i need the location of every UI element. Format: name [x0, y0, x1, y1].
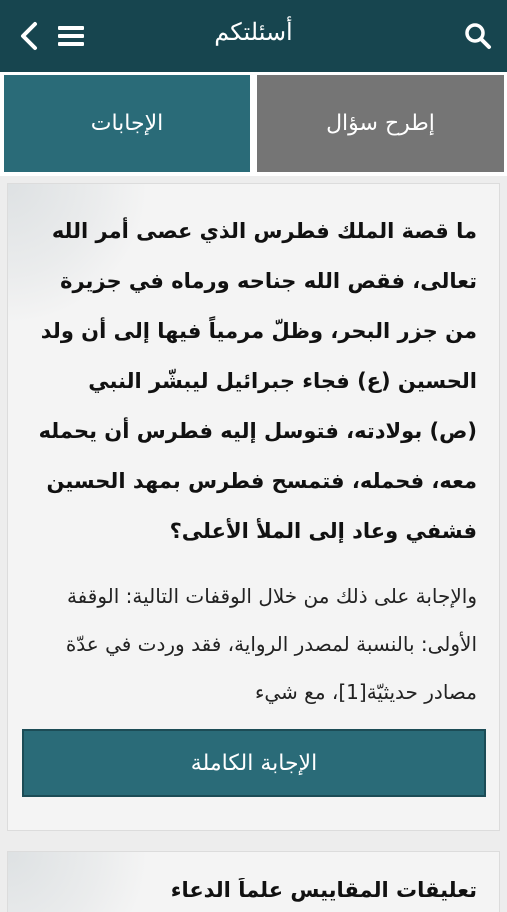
back-chevron-icon[interactable] — [12, 19, 46, 53]
question-card[interactable] — [8, 184, 499, 830]
tab-bar — [0, 72, 507, 176]
top-app-bar — [0, 0, 507, 72]
full-answer-button[interactable]: الإجابة الكاملة — [22, 729, 486, 797]
answer-excerpt: والإجابة على ذلك من خلال الوقفات التالية: الوقفة الأولى: بالنسبة لمصدر الرواية، فقد وردت في عدّة مصادر حديثيّة[1]، مع شيء — [65, 584, 477, 704]
question-card[interactable] — [8, 852, 499, 912]
question-text: ما قصة الملك فطرس الذي عصى أمر الله تعالى، فقص الله جناحه ورماه في جزيرة من جزر البحر، وظلّ مرمياً فيها إلى أن ولد الحسين (ع) فجاء جبرائيل ليبشّر النبي (ص) بولادته، فتوسل إليه فطرس أن يحمله معه، فحمله، فتمسح فطرس بمهد الحسين فشفي وعاد إلى الملأ الأعلى؟ — [38, 219, 477, 543]
left-controls — [12, 19, 88, 53]
search-icon[interactable] — [461, 19, 495, 53]
app-title: أسئلتكم — [214, 18, 293, 46]
question-text: تعليقات المقاييس علماً الدعاء — [170, 878, 477, 902]
tab-ask-question[interactable]: إطرح سؤال — [257, 75, 504, 172]
tab-answers[interactable]: الإجابات — [4, 75, 250, 172]
menu-icon[interactable] — [54, 19, 88, 53]
